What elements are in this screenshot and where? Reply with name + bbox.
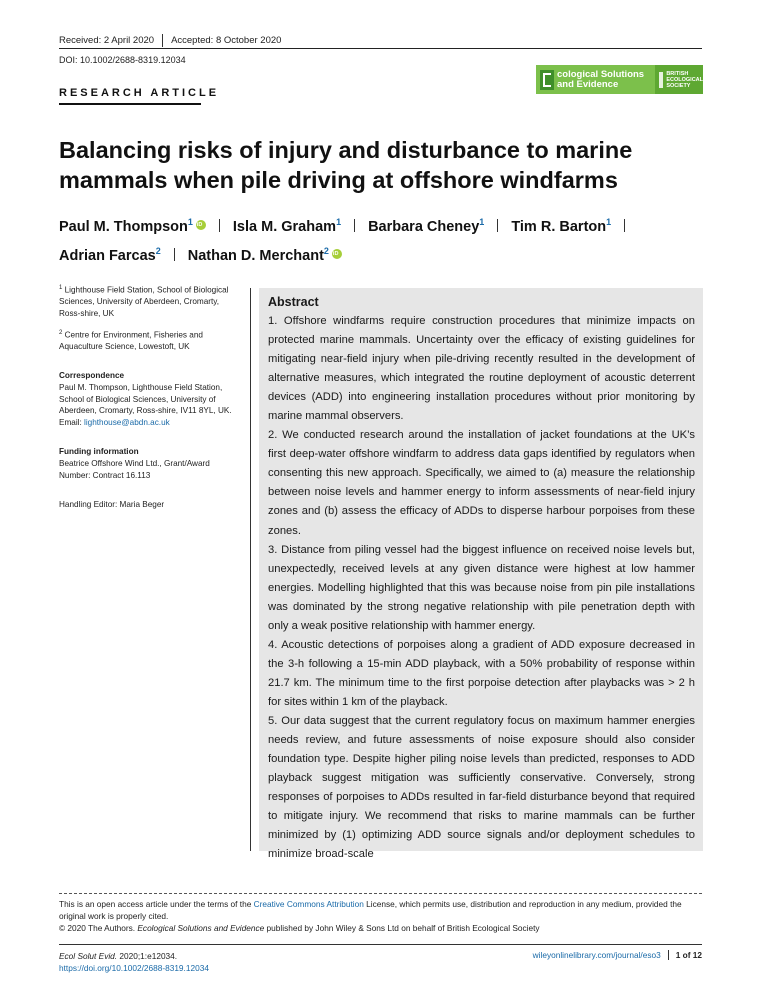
affiliation-number: 2: [59, 329, 63, 336]
footer-dashed-rule: [59, 893, 702, 894]
author-affiliation[interactable]: 1: [336, 217, 342, 227]
email-label: Email:: [59, 417, 82, 427]
copyright-journal: Ecological Solutions and Evidence: [137, 923, 265, 933]
correspondence-heading: Correspondence: [59, 371, 125, 381]
cite-journal: Ecol Solut Evid.: [59, 951, 118, 961]
email-link[interactable]: lighthouse@abdn.ac.uk: [84, 417, 170, 427]
divider: [162, 34, 163, 47]
abstract-box: [259, 288, 703, 861]
cite-volume: 2020;1:e12034.: [117, 951, 178, 961]
author: [188, 239, 342, 268]
column-rule: [250, 288, 251, 851]
society-line2: ECOLOGICAL: [666, 76, 703, 83]
funding-text: Beatrice Offshore Wind Ltd., Grant/Award Number: Contract 16.113: [59, 459, 210, 480]
author-name: Isla M. Graham: [232, 218, 337, 235]
journal-name: [557, 70, 653, 90]
author-list: [59, 210, 709, 268]
author-name: Tim R. Barton: [511, 218, 607, 235]
accepted-date: Accepted: 8 October 2020: [171, 35, 282, 47]
author: [59, 210, 206, 239]
license-block: [59, 898, 709, 934]
abstract-paragraph-3: 3. Distance from piling vessel had the biggest influence on received noise levels but, unexpectedly, received levels at any given distance were highest at low hammer energies. Modelling highlighted that this was because noise from pin pile installations was dominated by the strong negative relationship with pile penetration depth with only a weak positive relationship with hammer energy.: [268, 543, 695, 632]
society-mark-icon: [659, 72, 663, 88]
funding-heading: Funding information: [59, 447, 139, 457]
author-divider: [219, 219, 220, 232]
society-logo: [655, 65, 703, 94]
author-affiliation[interactable]: 2: [323, 245, 329, 256]
article-type-underline: [59, 103, 201, 105]
author-divider: [174, 248, 175, 261]
author-divider: [354, 219, 355, 232]
journal-logo: [536, 65, 703, 94]
society-line1: BRITISH: [666, 70, 689, 77]
author: [368, 210, 484, 239]
abstract-paragraph-4: 4. Acoustic detections of porpoises along a gradient of ADD exposure decreased in the 3-h following a 15-min ADD playback, with a 50% probability of response within 21.7 km. The minimum time to the first porpoise detection after playbacks was > 2 h for sites within 1 km of the playback.: [268, 638, 695, 708]
affiliation-text: Centre for Environment, Fisheries and Aquaculture Science, Lowestoft, UK: [59, 330, 203, 351]
author: [233, 210, 341, 239]
journal-site-link[interactable]: wileyonlinelibrary.com/journal/eso3: [532, 950, 661, 960]
paper-title: Balancing risks of injury and disturbance to marine mammals when pile driving at offshore windfarms: [59, 137, 633, 193]
page-number: 1 of 12: [675, 950, 702, 960]
author-name: Paul M. Thompson: [59, 218, 188, 235]
affiliation-1: [59, 283, 239, 320]
divider: [668, 950, 669, 960]
author-divider: [624, 219, 625, 232]
doi: DOI: 10.1002/2688-8319.12034: [59, 55, 186, 65]
citation: [59, 950, 209, 974]
author: [59, 239, 161, 268]
journal-name-line2: and Evidence: [557, 78, 619, 90]
society-line3: SOCIETY: [666, 82, 691, 89]
author-divider: [497, 219, 498, 232]
article-type: RESEARCH ARTICLE: [59, 87, 220, 99]
journal-name-line1: cological Solutions: [557, 68, 645, 80]
orcid-icon[interactable]: [196, 220, 206, 230]
abstract-heading: Abstract: [268, 295, 319, 309]
affiliation-text: Lighthouse Field Station, School of Biological Sciences, University of Aberdeen, Cromarty, Ross-shire, UK: [59, 285, 229, 318]
affiliation-2: [59, 328, 239, 353]
orcid-icon[interactable]: [332, 249, 342, 259]
article-sidebar: [59, 283, 239, 519]
affiliation-number: 1: [59, 285, 63, 291]
author-affiliation[interactable]: 2: [155, 245, 161, 256]
page-info: [533, 950, 702, 960]
author-name: Barbara Cheney: [368, 218, 480, 235]
journal-e-icon: [540, 70, 554, 90]
received-date: Received: 2 April 2020: [59, 35, 155, 47]
license-post: License, which permits use, distribution and reproduction in any medium, provided the original work is properly cited.: [59, 899, 682, 921]
license-pre: This is an open access article under the terms of the: [59, 899, 254, 909]
copyright-text: [59, 922, 709, 934]
author-affiliation[interactable]: 1: [187, 217, 193, 227]
correspondence-text: Paul M. Thompson, Lighthouse Field Station, School of Biological Sciences, University of Aberdeen, Cromarty, Ross-shire, IV11 8YL, UK.: [59, 383, 232, 416]
footer-rule: [59, 944, 702, 945]
abstract-paragraph-5: 5. Our data suggest that the current regulatory focus on maximum hammer energies needs review, and future assessments of noise exposure should also consider foundation type. Despite higher piling noise levels than predicted, responses to ADD playback suggest mitigation was sufficiently conservative. Conversely, strong responses of porpoises to ADDs resulted in far-field disturbance beyond that required to mitigate injury. We recommend that risks to marine mammals can be further minimized by (1) optimizing ADD source signals and/or deployment schedules to minimize broad-scale: [268, 714, 695, 861]
author: [511, 210, 611, 239]
author-affiliation[interactable]: 1: [479, 217, 485, 227]
handling-editor: Handling Editor: Maria Beger: [59, 500, 165, 510]
abstract-paragraph-1: 1. Offshore windfarms require construction procedures that minimize impacts on protected marine mammals. Uncertainty over the efficacy of existing guidelines for mitigating near-field injury when pile-driving recently resulted in the development of alternative measures, which integrated the routine deployment of acoustic deterrent devices (ADD) into engineering installation procedures without prior monitoring by marine mammal observers.: [268, 315, 695, 423]
received-accepted-line: [59, 34, 281, 47]
copyright-post: published by John Wiley & Sons Ltd on behalf of British Ecological Society: [264, 923, 540, 933]
doi-link[interactable]: https://doi.org/10.1002/2688-8319.12034: [59, 963, 209, 973]
copyright-pre: © 2020 The Authors.: [59, 923, 138, 933]
license-text: [59, 898, 709, 922]
correspondence: [59, 382, 239, 428]
cc-license-link[interactable]: Creative Commons Attribution: [253, 899, 364, 909]
author-name: Adrian Farcas: [59, 247, 156, 264]
author-name: Nathan D. Merchant: [187, 247, 324, 264]
abstract-paragraph-2: 2. We conducted research around the installation of jacket foundations at the UK’s first deep-water offshore windfarm to address data gaps identified by regulators when consenting this new approach. Specifically, we aimed to (a) measure the relationship between noise levels and hammer energy to inform assessments of near-field injury zones and (b) assess the efficacy of ADDs to disperse harbour porpoises from these zones.: [268, 429, 695, 537]
author-affiliation[interactable]: 1: [606, 217, 612, 227]
header-rule: [59, 48, 702, 49]
